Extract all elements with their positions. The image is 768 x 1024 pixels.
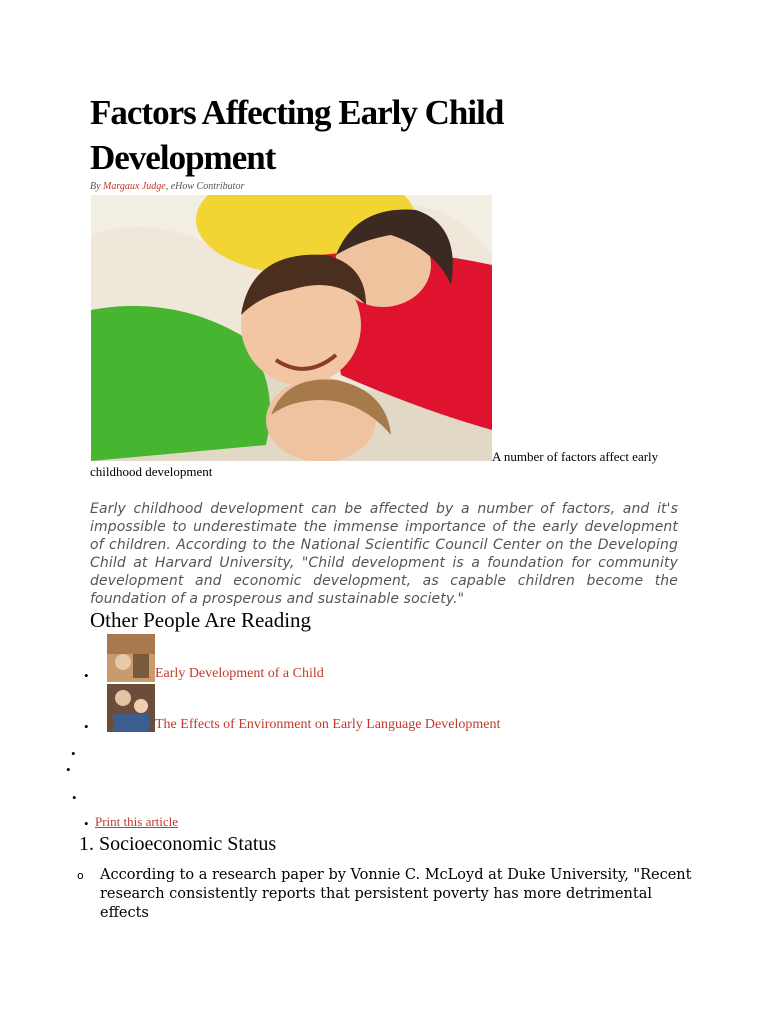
section-number: 1. (79, 833, 94, 855)
byline-prefix: By (90, 181, 104, 192)
byline (90, 181, 244, 192)
section-heading (79, 832, 276, 856)
list-bullet: • (66, 762, 71, 777)
section-title: Socioeconomic Status (99, 833, 277, 855)
related-link-2[interactable]: The Effects of Environment on Early Language Development (155, 717, 501, 732)
circle-bullet: o (77, 869, 84, 882)
image-caption (90, 449, 680, 479)
byline-suffix: , eHow Contributor (165, 181, 245, 192)
related-thumbnail-1[interactable] (107, 634, 155, 682)
related-thumbnail-2[interactable] (107, 684, 155, 732)
section-paragraph: According to a research paper by Vonnie C. McLoyd at Duke University, "Recent research consistently reports that persistent poverty has more detrimental effects (100, 867, 692, 921)
author-link[interactable]: Margaux Judge (103, 181, 166, 192)
list-bullet: • (84, 816, 89, 831)
article-title: Factors Affecting Early Child Development (90, 93, 504, 177)
list-bullet: • (72, 790, 77, 805)
list-bullet: • (84, 719, 89, 734)
related-heading: Other People Are Reading (90, 608, 312, 632)
list-bullet: • (84, 668, 89, 683)
print-article-link[interactable]: Print this article (95, 814, 179, 829)
caption-text: A number of factors affect early childhood development (90, 449, 659, 479)
intro-paragraph: Early childhood development can be affected by a number of factors, and it's impossible to underestimate the immense importance of the early development of children. According to the National Scientific Council Center on the Developing Child at Harvard University, "Child development is a foundation for community development and economic development, as capable children become the foundation of a prosperous and sustainable society." (90, 501, 678, 607)
related-link-1[interactable]: Early Development of a Child (155, 666, 324, 681)
hero-image (91, 195, 492, 461)
list-bullet: • (71, 746, 76, 761)
